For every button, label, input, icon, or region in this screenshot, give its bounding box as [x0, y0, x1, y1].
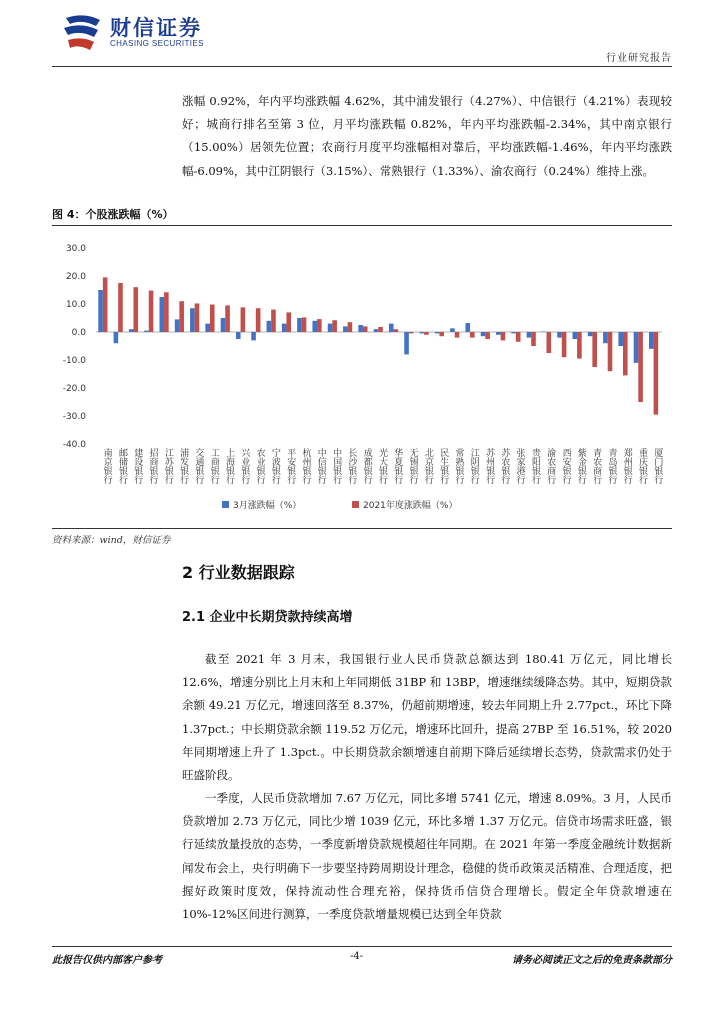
- category-label: 郑州银行: [621, 448, 632, 484]
- bar-ytd: [439, 332, 444, 336]
- bar-ytd: [256, 308, 261, 332]
- bar-march: [404, 332, 409, 354]
- page-number: -4-: [350, 951, 364, 962]
- legend-swatch-ytd: [352, 501, 359, 508]
- category-label: 南京银行: [101, 448, 112, 484]
- bar-ytd: [133, 287, 138, 332]
- bar-march: [98, 290, 103, 332]
- y-tick-label: 0.0: [71, 328, 86, 338]
- bar-march: [389, 324, 394, 332]
- bar-march: [267, 321, 272, 332]
- category-label: 重庆银行: [637, 448, 648, 484]
- bar-ytd: [424, 332, 429, 335]
- bar-march: [618, 332, 623, 346]
- bar-march: [190, 308, 195, 332]
- category-label: 光大银行: [377, 448, 387, 484]
- bar-ytd: [332, 320, 337, 332]
- bar-march: [205, 324, 210, 332]
- category-label: 青农商行: [591, 448, 602, 484]
- category-label: 交通银行: [193, 448, 204, 484]
- bar-march: [175, 319, 180, 332]
- bar-ytd: [286, 312, 291, 332]
- bar-ytd: [501, 332, 506, 340]
- category-label: 农业银行: [254, 448, 265, 484]
- category-label: 中信银行: [315, 448, 326, 484]
- brand-name-cn: 财信证券: [110, 16, 202, 40]
- footer-disclaimer-right: 请务必阅读正文之后的免责条款部分: [512, 955, 672, 966]
- bar-march: [649, 332, 654, 349]
- bar-ytd: [363, 326, 368, 332]
- bar-march: [297, 318, 302, 332]
- y-tick-label: -20.0: [62, 384, 86, 394]
- bar-march: [312, 321, 317, 332]
- category-label: 张家港行: [514, 448, 525, 484]
- bar-march: [573, 332, 578, 339]
- category-label: 宁波银行: [269, 448, 280, 484]
- category-label: 江阴银行: [468, 448, 479, 484]
- category-label: 上海银行: [224, 448, 235, 484]
- bar-march: [159, 297, 164, 332]
- bar-ytd: [638, 332, 643, 402]
- footer-divider: [52, 946, 672, 947]
- bar-ytd: [394, 329, 399, 332]
- bar-ytd: [149, 291, 154, 332]
- bar-march: [557, 332, 562, 338]
- category-label: 西安银行: [560, 448, 571, 484]
- bar-ytd: [271, 310, 276, 332]
- category-label: 北京银行: [422, 448, 433, 484]
- bar-march: [542, 331, 547, 332]
- category-label: 中国银行: [331, 448, 342, 484]
- category-label: 紫金银行: [575, 448, 586, 484]
- bar-march: [603, 332, 608, 343]
- bar-ytd: [654, 332, 659, 415]
- section-2-title: 2 行业数据跟踪: [182, 563, 295, 582]
- bar-march: [236, 332, 241, 339]
- bar-march: [511, 332, 516, 333]
- category-label: 江苏银行: [162, 448, 173, 484]
- bar-march: [343, 326, 348, 332]
- bar-march: [634, 332, 639, 363]
- bar-march: [450, 328, 455, 332]
- y-tick-label: 30.0: [65, 244, 86, 254]
- bar-march: [221, 318, 226, 332]
- bar-march: [435, 332, 440, 333]
- bar-ytd: [302, 317, 307, 332]
- bar-ytd: [531, 332, 536, 346]
- chasing-securities-logo-icon: [60, 10, 104, 54]
- category-label: 常熟银行: [453, 448, 464, 484]
- category-label: 华夏银行: [392, 448, 403, 484]
- bar-march: [481, 332, 486, 336]
- category-label: 浦发银行: [178, 448, 189, 484]
- category-label: 苏农银行: [499, 448, 510, 484]
- paragraph-q1-loans: 一季度，人民币贷款增加 7.67 万亿元，同比多增 5741 亿元，增速 8.09%。3 月，人民币贷款增加 2.73 万亿元，同比少增 1039 亿元，环比多增 1.37 万亿元。信贷市场需求旺盛，银行延续放量投放的态势，一季度新增贷款规模超往年同期。在 2021 年第一季度金融统计数据新闻发布会上，央行明确下一步要坚持跨周期设计理念，稳健的货币政策灵活精准、合理适度，把握好政策时度效，保持流动性合理充裕，保持货币信贷合理增长。假定全年贷款增速在 10%-12%区间进行测算，一季度贷款增量规模已达到全年贷款: [182, 791, 672, 922]
- bar-ytd: [547, 332, 552, 353]
- bar-ytd: [470, 332, 475, 338]
- footer-disclaimer-left: 此报告仅供内部客户参考: [52, 955, 162, 966]
- bar-ytd: [164, 292, 169, 332]
- category-label: 长沙银行: [346, 448, 357, 484]
- bar-ytd: [103, 277, 108, 332]
- report-type-label: 行业研究报告: [606, 53, 672, 64]
- category-label: 成都银行: [361, 448, 372, 484]
- category-label: 苏州银行: [484, 448, 495, 484]
- bar-march: [328, 324, 333, 332]
- bar-march: [251, 332, 256, 340]
- category-label: 建设银行: [132, 448, 143, 484]
- figure-source: 资料来源：wind，财信证券: [52, 535, 171, 546]
- y-tick-label: -40.0: [62, 440, 86, 450]
- bar-march: [144, 331, 149, 332]
- bar-ytd: [516, 332, 521, 342]
- bar-march: [496, 332, 501, 335]
- y-tick-label: 20.0: [65, 272, 86, 282]
- bar-ytd: [608, 332, 613, 371]
- category-label: 工商银行: [208, 448, 219, 484]
- bar-march: [420, 332, 425, 333]
- section-2-1-title: 2.1 企业中长期贷款持续高增: [182, 610, 353, 625]
- bar-march: [374, 329, 379, 332]
- paragraph-loans-total: 截至 2021 年 3 月末，我国银行业人民币贷款总额达到 180.41 万亿元，同比增长 12.6%，增速分别比上月末和上年同期低 31BP 和 13BP，增速继续缓降态势。其中，短期贷款余额 49.21 万亿元，增速回落至 8.37%，仍超前期增速，较去年同期上升 2.77pct.，环比下降 1.37pct.；中长期贷款余额 119.52 万亿元，增速环比回升，提高 27BP 至 16.51%，较 2020 年同期增速上升了 1.3pct.。中长期贷款余额增速自前期下降后延续增长态势，贷款需求仍处于旺盛阶段。: [182, 652, 672, 783]
- bar-ytd: [118, 283, 123, 332]
- bar-ytd: [592, 332, 597, 367]
- figure-title: 图 4：个股涨跌幅（%）: [52, 208, 174, 221]
- category-label: 渝农商行: [545, 448, 556, 484]
- category-label: 兴业银行: [239, 448, 250, 484]
- header-divider: [52, 66, 672, 67]
- bar-ytd: [409, 332, 414, 333]
- category-label: 招商银行: [147, 448, 158, 484]
- category-label: 民生银行: [438, 448, 449, 484]
- category-label: 平安银行: [285, 448, 296, 484]
- bar-ytd: [623, 332, 628, 375]
- bar-ytd: [210, 305, 215, 332]
- category-label: 青岛银行: [606, 448, 617, 484]
- category-label: 无锡银行: [407, 448, 418, 484]
- bar-march: [129, 329, 134, 332]
- category-label: 厦门银行: [652, 448, 663, 484]
- bar-ytd: [455, 332, 460, 338]
- bar-march: [114, 332, 119, 343]
- bar-ytd: [225, 305, 230, 332]
- category-label: 杭州银行: [300, 448, 311, 484]
- category-label: 邮储银行: [116, 448, 127, 484]
- stock-change-bar-chart: [52, 230, 672, 525]
- bar-ytd: [241, 307, 246, 332]
- bar-ytd: [485, 332, 490, 339]
- bar-march: [588, 332, 593, 336]
- bar-ytd: [378, 327, 383, 332]
- legend-swatch-march: [222, 501, 229, 508]
- y-tick-label: -30.0: [62, 412, 86, 422]
- bar-march: [358, 325, 363, 332]
- legend-label-ytd: 2021年度涨跌幅（%）: [363, 501, 458, 511]
- bar-march: [465, 323, 470, 332]
- bar-march: [282, 324, 287, 332]
- brand-name-en: CHASING SECURITIES: [110, 39, 204, 48]
- legend-label-march: 3月涨跌幅（%）: [233, 501, 302, 511]
- bar-ytd: [317, 319, 322, 332]
- y-tick-label: -10.0: [62, 356, 86, 366]
- bar-march: [527, 332, 532, 338]
- bar-ytd: [195, 303, 200, 332]
- bar-ytd: [348, 322, 353, 332]
- bar-ytd: [577, 332, 582, 359]
- paragraph-top: 涨幅 0.92%，年内平均涨跌幅 4.62%，其中浦发银行（4.27%）、中信银行（4.21%）表现较好；城商行排名至第 3 位，月平均涨跌幅 0.82%，年内平均涨跌幅-2.34%，其中南京银行（15.00%）居领先位置；农商行月度平均涨幅相对靠后，平均涨跌幅-1.46%，年内平均涨跌幅-6.09%，其中江阴银行（3.15%）、常熟银行（1.33%）、渝农商行（0.24%）维持上涨。: [182, 94, 672, 178]
- y-tick-label: 10.0: [65, 300, 86, 310]
- category-label: 贵阳银行: [529, 448, 540, 484]
- figure-divider: [52, 225, 672, 226]
- bar-ytd: [179, 301, 184, 332]
- bar-ytd: [562, 332, 567, 357]
- source-divider: [52, 528, 672, 529]
